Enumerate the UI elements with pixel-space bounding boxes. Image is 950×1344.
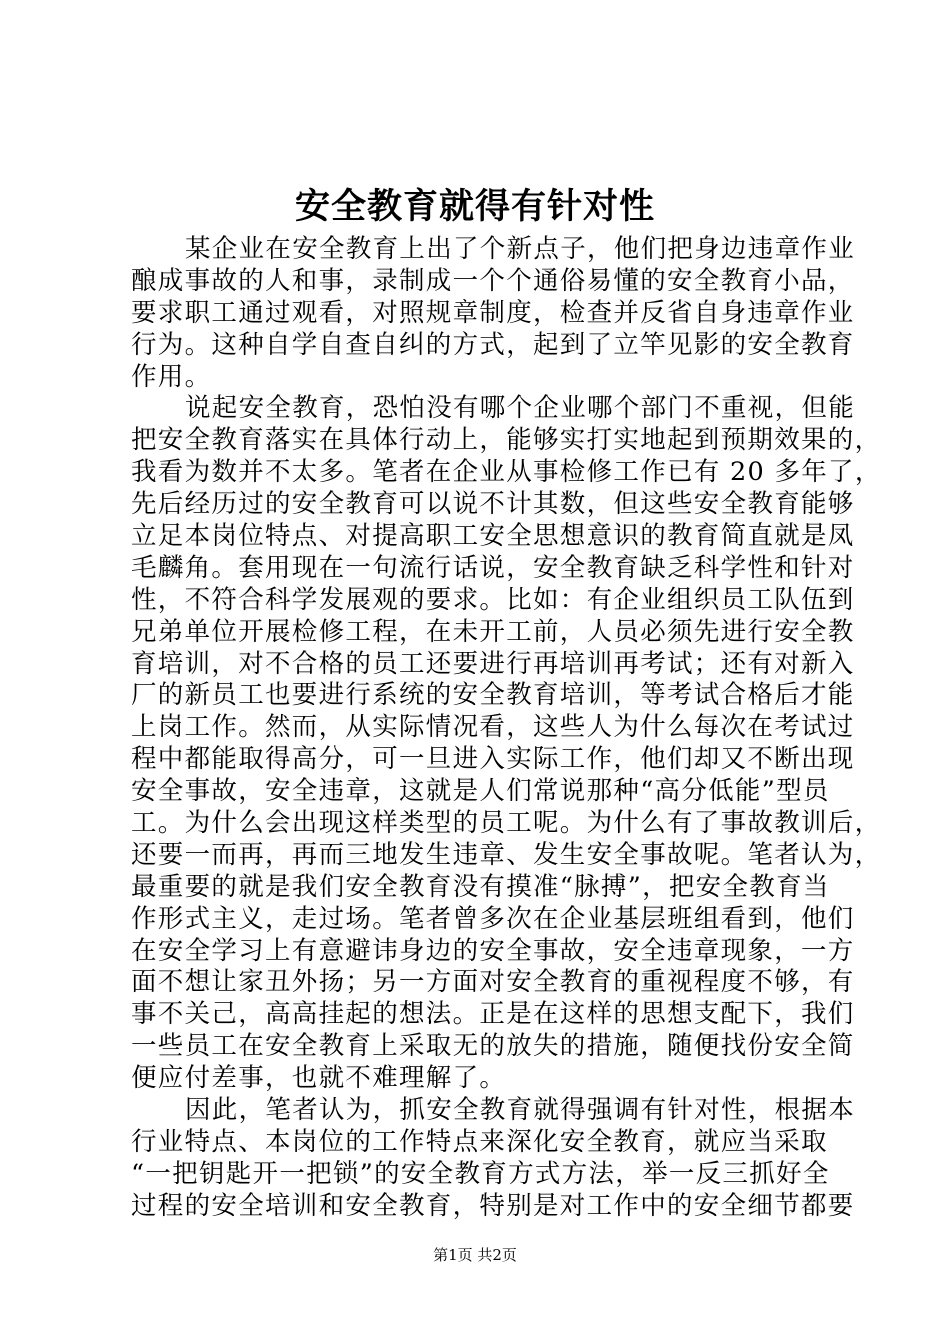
text-line: 上岗工作。然而，从实际情况看，这些人为什么每次在考试过 xyxy=(131,712,855,743)
text-line: 说起安全教育，恐怕没有哪个企业哪个部门不重视，但能 xyxy=(185,393,856,424)
text-line: 因此，笔者认为，抓安全教育就得强调有针对性，根据本 xyxy=(185,1095,856,1126)
text-line: 最重要的就是我们安全教育没有摸准“脉搏”，把安全教育当 xyxy=(131,871,830,902)
text-line: 育培训，对不合格的员工还要进行再培训再考试；还有对新入 xyxy=(131,648,855,679)
text-line: 性，不符合科学发展观的要求。比如：有企业组织员工队伍到 xyxy=(131,584,855,615)
text-line: 在安全学习上有意避讳身边的安全事故，安全违章现象，一方 xyxy=(131,935,855,966)
paragraph xyxy=(131,1095,856,1223)
text-line: 毛麟角。套用现在一句流行话说，安全教育缺乏科学性和针对 xyxy=(131,552,855,583)
text-line: 立足本岗位特点、对提高职工安全思想意识的教育简直就是凤 xyxy=(131,521,855,552)
text-line: 还要一而再，再而三地发生违章、发生安全事故呢。笔者认为， xyxy=(131,839,882,870)
paragraph xyxy=(131,234,856,393)
paragraph xyxy=(131,393,882,1095)
text-line: 程中都能取得高分，可一旦进入实际工作，他们却又不断出现 xyxy=(131,744,855,775)
text-line: 行为。这种自学自查自纠的方式，起到了立竿见影的安全教育 xyxy=(131,329,855,360)
text-line: 一些员工在安全教育上采取无的放失的措施，随便找份安全简 xyxy=(131,1031,855,1062)
text-line: 安全事故，安全违章，这就是人们常说那种“高分低能”型员 xyxy=(131,776,830,807)
text-line: 要求职工通过观看，对照规章制度，检查并反省自身违章作业 xyxy=(131,297,855,328)
text-line: 事不关己，高高挂起的想法。正是在这样的思想支配下，我们 xyxy=(131,999,855,1030)
document-title: 安全教育就得有针对性 xyxy=(294,186,655,227)
text-line: 酿成事故的人和事，录制成一个个通俗易懂的安全教育小品， xyxy=(131,265,855,296)
text-line: 把安全教育落实在具体行动上，能够实打实地起到预期效果的， xyxy=(131,425,882,456)
text-line: 先后经历过的安全教育可以说不计其数，但这些安全教育能够 xyxy=(131,489,855,520)
text-line: 厂的新员工也要进行系统的安全教育培训，等考试合格后才能 xyxy=(131,680,855,711)
text-line: 便应付差事，也就不难理解了。 xyxy=(131,1063,507,1094)
text-line: “一把钥匙开一把锁”的安全教育方式方法，举一反三抓好全 xyxy=(131,1158,830,1189)
page-footer: 第1页 共2页 xyxy=(433,1246,517,1264)
text-line: 某企业在安全教育上出了个新点子，他们把身边违章作业 xyxy=(185,234,856,264)
text-line: 兄弟单位开展检修工程，在未开工前，人员必须先进行安全教 xyxy=(131,616,855,647)
text-line: 作形式主义，走过场。笔者曾多次在企业基层班组看到，他们 xyxy=(131,903,855,934)
document-body xyxy=(131,234,882,1223)
text-line: 我看为数并不太多。笔者在企业从事检修工作已有 20 多年了， xyxy=(131,457,882,488)
text-line: 过程的安全培训和安全教育，特别是对工作中的安全细节都要 xyxy=(131,1190,855,1221)
text-line: 面不想让家丑外扬；另一方面对安全教育的重视程度不够，有 xyxy=(131,967,855,998)
text-line: 工。为什么会出现这样类型的员工呢。为什么有了事故教训后， xyxy=(131,808,882,839)
text-line: 作用。 xyxy=(131,361,212,392)
text-line: 行业特点、本岗位的工作特点来深化安全教育，就应当采取 xyxy=(131,1126,828,1157)
